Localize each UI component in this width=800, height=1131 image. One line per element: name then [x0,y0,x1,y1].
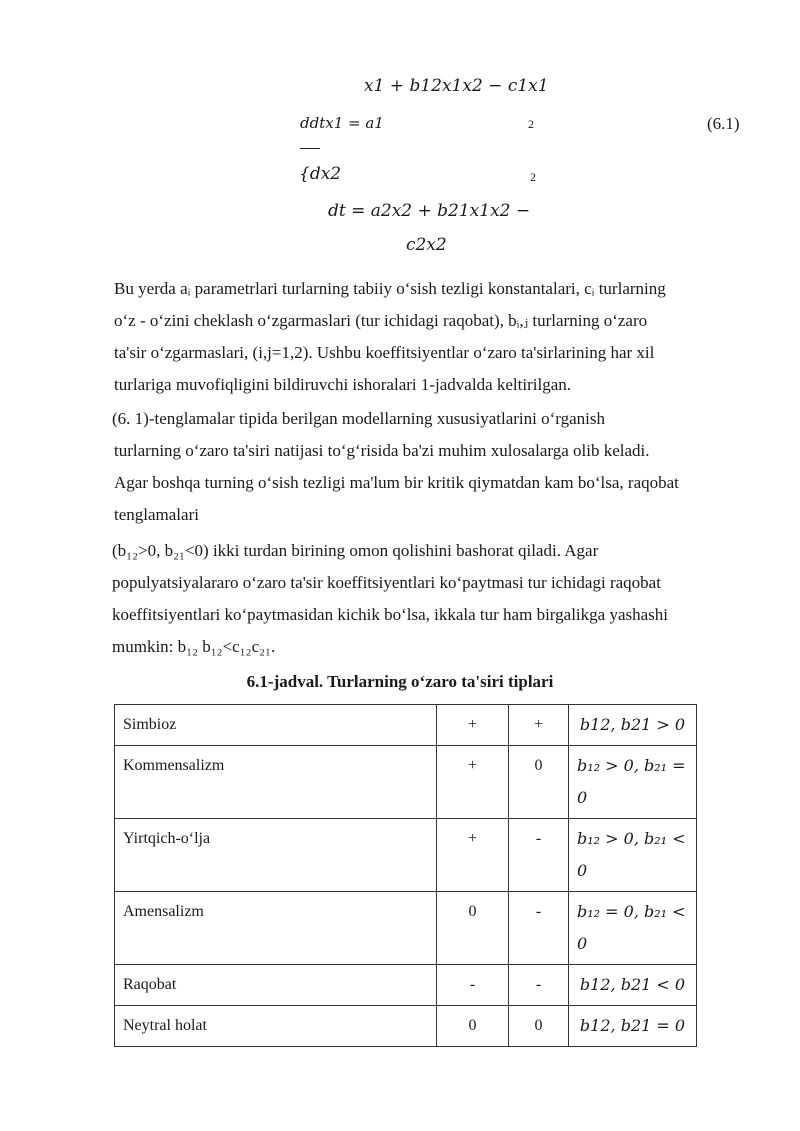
condition-line-2: 0 [577,934,588,953]
cell-condition: b12, b21 < 0 [569,965,697,1006]
cell-type: Amensalizm [115,892,437,965]
cell-type: Neytral holat [115,1006,437,1047]
equation-line-2: ddtx1 = a1 [300,114,384,132]
cell-sign-2: 0 [509,746,569,819]
cell-type: Kommensalizm [115,746,437,819]
condition-line-2: 0 [577,788,588,807]
text-line: Agar boshqa turning o‘sish tezligi ma'lum bir kritik qiymatdan kam bo‘lsa, raqobat [114,473,679,492]
cell-sign-2: 0 [509,1006,569,1047]
paragraph-definitions [114,273,754,401]
cell-sign-2: + [509,705,569,746]
equation-line-1: x1 + b12x1x2 − c1x1 [364,76,549,96]
cell-sign-2: - [509,892,569,965]
text-line: ta'sir o‘zgarmaslari, (i,j=1,2). Ushbu koeffitsiyentlar o‘zaro ta'sirlarining har xil [114,343,655,362]
text-line: turlariga muvofiqligini bildiruvchi ishoralari 1-jadvalda keltirilgan. [114,375,571,394]
equation-superscript-2: 2 [530,170,536,184]
paragraph-models [114,403,754,531]
condition-line-1: b₁₂ = 0, b₂₁ < [577,902,686,921]
cell-condition [569,819,697,892]
text-line: turlarning o‘zaro ta'siri natijasi to‘g‘risida ba'zi muhim xulosalarga olib keladi. [114,441,650,460]
cell-sign-1: 0 [437,1006,509,1047]
cell-sign-1: + [437,746,509,819]
text-line: koeffitsiyentlari ko‘paytmasidan kichik bo‘lsa, ikkala tur ham birgalikga yashashi [112,605,668,624]
text-line: populyatsiyalararo o‘zaro ta'sir koeffitsiyentlari ko‘paytmasi tur ichidagi raqobat [112,573,661,592]
equation-line-3: {dx2 [299,164,342,184]
text-line: (6. 1)-tenglamalar tipida berilgan modellarning xususiyatlarini o‘rganish [112,409,606,428]
equation-number: (6.1) [707,114,740,133]
cell-sign-2: - [509,819,569,892]
table-row [115,819,697,892]
table-row [115,965,697,1006]
equation-fraction-bar [300,148,320,149]
table-row [115,1006,697,1047]
text-line: tenglamalari [114,505,199,524]
interaction-types-table [114,704,697,1047]
table-row [115,892,697,965]
cell-sign-1: + [437,819,509,892]
cell-condition [569,746,697,819]
cell-sign-1: - [437,965,509,1006]
cell-type: Simbioz [115,705,437,746]
text-line: o‘z - o‘zini cheklash o‘zgarmaslari (tur ichidagi raqobat), bᵢ,ⱼ turlarning o‘zaro [114,311,648,330]
equation-line-4: dt = a2x2 + b21x1x2 − [328,201,531,221]
cell-condition [569,892,697,965]
cell-condition: b12, b21 > 0 [569,705,697,746]
table-row [115,746,697,819]
condition-line-1: b₁₂ > 0, b₂₁ = [577,756,686,775]
cell-sign-2: - [509,965,569,1006]
condition-line-1: b₁₂ > 0, b₂₁ < [577,829,686,848]
text-line: (b₁₂>0, b₂₁<0) ikki turdan birining omon qolishini bashorat qiladi. Agar [112,541,599,560]
cell-condition: b12, b21 = 0 [569,1006,697,1047]
paragraph-coexistence [112,535,752,663]
text-line: Bu yerda aᵢ parametrlari turlarning tabiiy o‘sish tezligi konstantalari, cᵢ turlarning [114,279,666,298]
text-line: mumkin: b₁₂ b₁₂<c₁₂c₂₁. [112,637,276,656]
equation-superscript-1: 2 [528,117,534,131]
table-caption: 6.1-jadval. Turlarning o‘zaro ta'siri tiplari [246,672,554,691]
cell-type: Yirtqich-o‘lja [115,819,437,892]
cell-type: Raqobat [115,965,437,1006]
table-row [115,705,697,746]
cell-sign-1: 0 [437,892,509,965]
equation-line-5: c2x2 [406,235,447,255]
condition-line-2: 0 [577,861,588,880]
cell-sign-1: + [437,705,509,746]
